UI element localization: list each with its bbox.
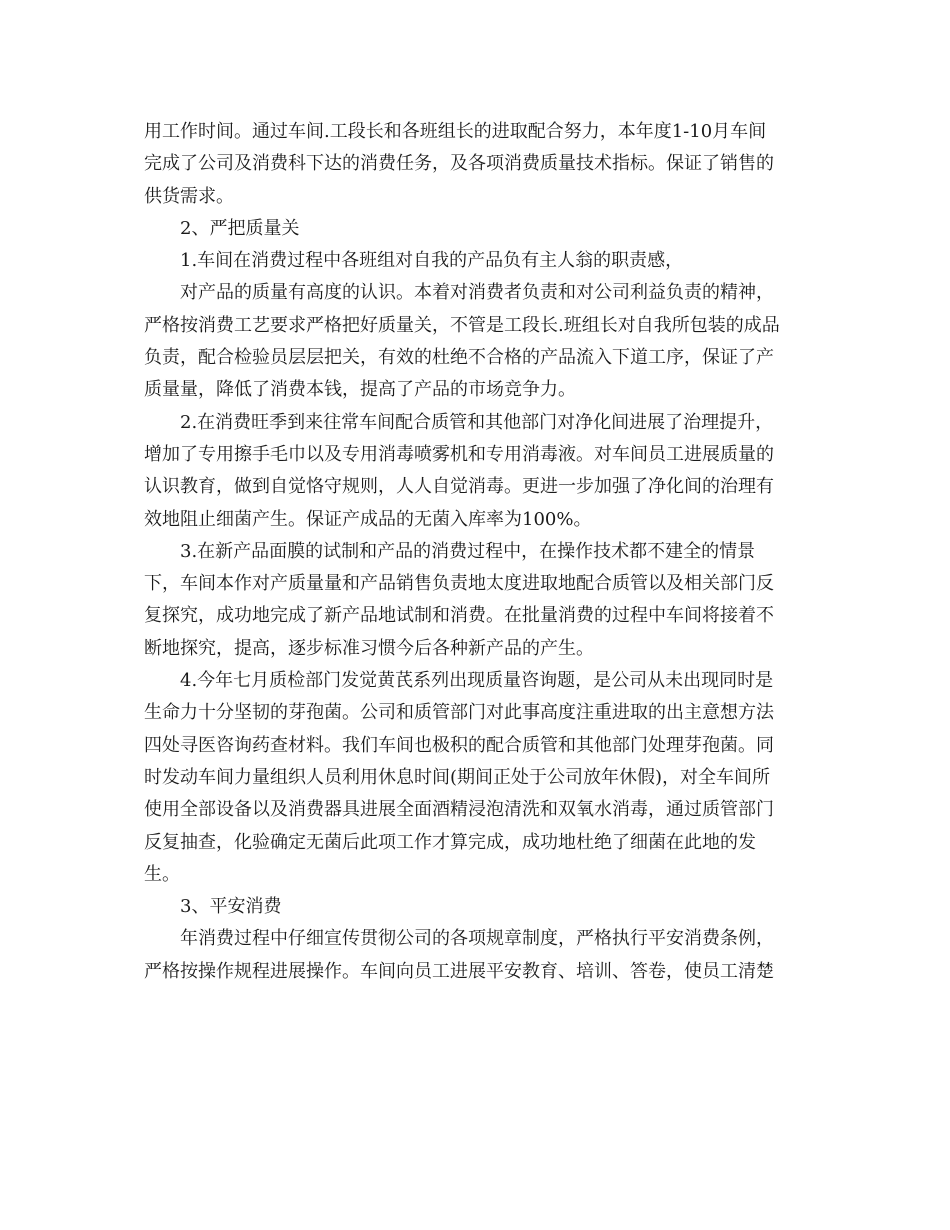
- text-line: 认识教育，做到自觉恪守规则，人人自觉消毒。更进一步加强了净化间的治理有: [144, 476, 774, 498]
- text-line: 复探究，成功地完成了新产品地试制和消费。在批量消费的过程中车间将接着不: [144, 605, 774, 627]
- text-line: 1.车间在消费过程中各班组对自我的产品负有主人翁的职责感，: [180, 250, 684, 272]
- document-body: [144, 116, 814, 988]
- text-line: 时发动车间力量组织人员利用休息时间(期间正处于公司放年休假)，对全车间所: [144, 766, 771, 788]
- text-line: 四处寻医咨询药查材料。我们车间也极积的配合质管和其他部门处理芽孢菌。同: [144, 734, 774, 756]
- text-line: 3.在新产品面膜的试制和产品的消费过程中，在操作技术都不建全的情景: [180, 540, 756, 562]
- text-line: 使用全部设备以及消费器具进展全面酒精浸泡清洗和双氧水消毒，通过质管部门: [144, 799, 774, 821]
- text-line: 严格按操作规程进展操作。车间向员工进展平安教育、培训、答卷，使员工清楚: [144, 960, 774, 982]
- text-line: 下，车间本作对产质量量和产品销售负责地太度进取地配合质管以及相关部门反: [144, 573, 774, 595]
- text-line: 断地探究，提高，逐步标准习惯今后各种新产品的产生。: [144, 637, 594, 659]
- text-line: 2.在消费旺季到来往常车间配合质管和其他部门对净化间进展了治理提升，: [180, 411, 774, 433]
- text-line: 用工作时间。通过车间.工段长和各班组长的进取配合努力，本年度1-10月车间: [144, 121, 767, 142]
- text-line: 增加了专用擦手毛巾以及专用消毒喷雾机和专用消毒液。对车间员工进展质量的: [144, 443, 774, 465]
- text-line: 3、平安消费: [180, 896, 282, 918]
- text-line: 供货需求。: [144, 185, 234, 207]
- text-line: 反复抽查，化验确定无菌后此项工作才算完成，成功地杜绝了细菌在此地的发: [144, 831, 756, 853]
- text-line: 年消费过程中仔细宣传贯彻公司的各项规章制度，严格执行平安消费条例，: [180, 928, 774, 950]
- text-line: 严格按消费工艺要求严格把好质量关，不管是工段长.班组长对自我所包装的成品: [144, 314, 780, 336]
- text-line: 4.今年七月质检部门发觉黄芪系列出现质量咨询题，是公司从未出现同时是: [180, 670, 774, 692]
- text-line: 对产品的质量有高度的认识。本着对消费者负责和对公司利益负责的精神，: [180, 282, 774, 304]
- text-line: 效地阻止细菌产生。保证产成品的无菌入库率为100%。: [144, 508, 592, 530]
- text-line: 质量量，降低了消费本钱，提高了产品的市场竞争力。: [144, 379, 576, 401]
- text-line: 完成了公司及消费科下达的消费任务，及各项消费质量技术指标。保证了销售的: [144, 153, 774, 175]
- text-line: 生命力十分坚韧的芽孢菌。公司和质管部门对此事高度注重进取的出主意想方法: [144, 702, 774, 724]
- text-line: 负责，配合检验员层层把关，有效的杜绝不合格的产品流入下道工序，保证了产: [144, 347, 774, 369]
- text-line: 生。: [144, 863, 180, 885]
- text-line: 2、严把质量关: [180, 217, 300, 239]
